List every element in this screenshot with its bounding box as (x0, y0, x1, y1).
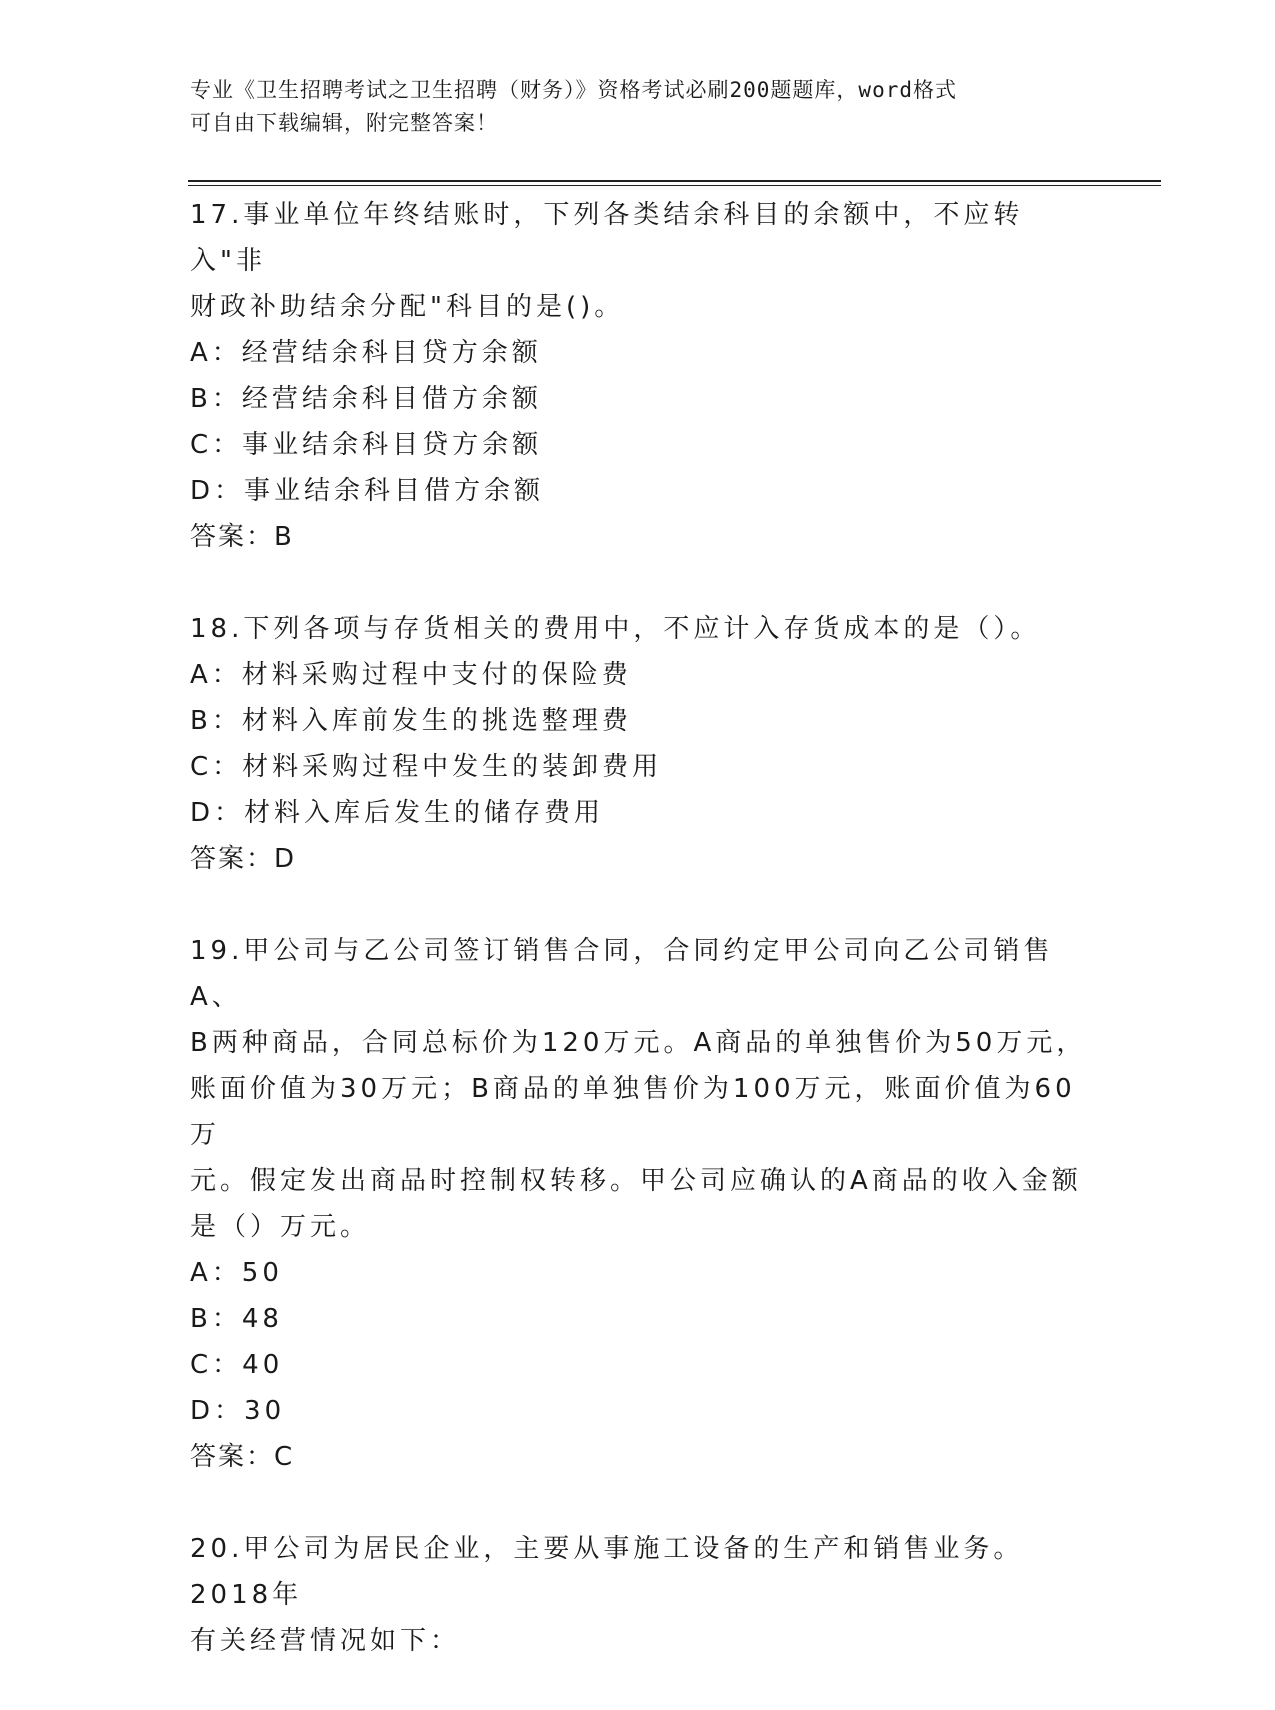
question-text-line: 账面价值为30万元；B商品的单独售价为100万元，账面价值为60万 (190, 1074, 1076, 1150)
header-line-2: 可自由下载编辑，附完整答案！ (190, 111, 498, 135)
question-text-line: B两种商品，合同总标价为120万元。A商品的单独售价为50万元， (190, 1028, 1087, 1058)
question-text-line: 元。假定发出商品时控制权转移。甲公司应确认的A商品的收入金额 (190, 1166, 1082, 1196)
question-text-line: 17.事业单位年终结账时，下列各类结余科目的余额中，不应转入"非 (190, 200, 1024, 276)
header-divider-thin (188, 185, 1161, 186)
question-block (190, 1526, 1090, 1664)
answer-key: 答案：B (190, 522, 294, 552)
answer-option: D：材料入库后发生的储存费用 (190, 798, 605, 828)
answer-option: C：40 (190, 1350, 284, 1380)
answer-option: B：经营结余科目借方余额 (190, 384, 542, 414)
question-text-line: 财政补助结余分配"科目的是()。 (190, 292, 625, 322)
answer-option: C：事业结余科目贷方余额 (190, 430, 543, 460)
header-divider (188, 180, 1161, 182)
question-block (190, 928, 1090, 1480)
answer-option: D：事业结余科目借方余额 (190, 476, 545, 506)
answer-option: B：48 (190, 1304, 283, 1334)
answer-option: A：50 (190, 1258, 283, 1288)
answer-option: A：材料采购过程中支付的保险费 (190, 660, 632, 690)
question-text-line: 是（）万元。 (190, 1212, 371, 1242)
answer-option: C：材料采购过程中发生的装卸费用 (190, 752, 663, 782)
question-block (190, 606, 1090, 882)
answer-option: B：材料入库前发生的挑选整理费 (190, 706, 632, 736)
question-block (190, 192, 1090, 560)
answer-key: 答案：D (190, 844, 297, 874)
document-header (190, 74, 1090, 140)
question-list (190, 192, 1090, 1710)
header-line-1: 专业《卫生招聘考试之卫生招聘（财务）》资格考试必刷200题题库，word格式 (190, 78, 957, 102)
question-text-line: 20.甲公司为居民企业，主要从事施工设备的生产和销售业务。2018年 (190, 1534, 1024, 1610)
answer-option: A：经营结余科目贷方余额 (190, 338, 542, 368)
question-text-line: 18.下列各项与存货相关的费用中，不应计入存货成本的是（）。 (190, 614, 1041, 644)
answer-key: 答案：C (190, 1442, 295, 1472)
question-text-line: 有关经营情况如下： (190, 1626, 461, 1656)
question-text-line: 19.甲公司与乙公司签订销售合同，合同约定甲公司向乙公司销售A、 (190, 936, 1054, 1012)
answer-option: D：30 (190, 1396, 286, 1426)
